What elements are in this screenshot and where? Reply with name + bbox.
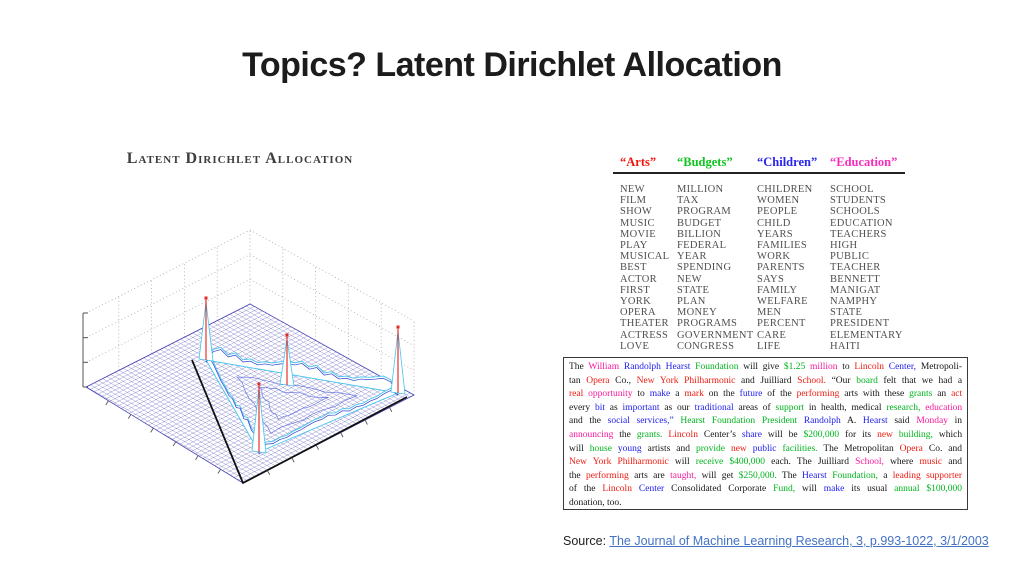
passage-word: Hearst <box>802 470 827 481</box>
topic-word: PERCENT <box>757 318 806 330</box>
topic-header: “Budgets” <box>677 155 733 169</box>
passage-word: which <box>938 429 962 440</box>
topic-word: PEOPLE <box>757 206 798 218</box>
page-title: Topics? Latent Dirichlet Allocation <box>242 46 782 84</box>
topic-word: THEATER <box>620 318 669 330</box>
topic-word: FILM <box>620 195 647 207</box>
topic-word: STUDENTS <box>830 195 887 207</box>
topic-word: NEW <box>677 273 702 285</box>
passage-word: The Metropolitan <box>823 443 894 454</box>
topic-word: FIRST <box>620 284 651 296</box>
topic-word: PROGRAMS <box>677 318 738 330</box>
topic-word: GOVERNMENT <box>677 329 754 341</box>
topic-header: “Children” <box>757 155 818 169</box>
passage-word: real <box>569 389 584 400</box>
passage-line <box>569 456 962 470</box>
topic-word: EDUCATION <box>830 217 893 229</box>
passage-word: $100,000 <box>926 484 962 495</box>
passage-box <box>563 357 968 510</box>
topic-word: YEARS <box>757 228 793 240</box>
passage-word: will <box>569 443 584 454</box>
passage-word: Randolph <box>803 416 841 427</box>
passage-word: opportunity <box>588 389 633 400</box>
passage-word: Opera <box>586 375 610 386</box>
topic-word: SAYS <box>757 273 785 285</box>
passage-word: in <box>954 416 962 427</box>
topic-word: MILLION <box>677 184 724 195</box>
passage-word: will get <box>701 470 734 481</box>
passage-word: Foundation <box>695 362 739 372</box>
passage-word: A. <box>846 416 857 427</box>
passage-word: its usual <box>851 484 888 495</box>
passage-word: leading <box>892 470 921 481</box>
passage-word: of the <box>569 484 596 495</box>
passage-word: an <box>937 389 947 400</box>
passage-word: traditional <box>694 402 734 413</box>
passage-word: performing <box>585 470 629 481</box>
passage-word: will <box>802 484 817 495</box>
passage-word: Philharmonic <box>617 457 669 468</box>
passage-word: Lincoln <box>668 429 698 440</box>
topic-word: WORK <box>757 251 791 263</box>
passage-word: house <box>589 443 612 454</box>
passage-word: grants. <box>636 429 663 440</box>
passage-word: to <box>637 389 645 400</box>
passage-word: of the <box>767 389 792 400</box>
topic-word: MUSIC <box>620 217 655 229</box>
topic-word: ELEMENTARY <box>830 329 903 341</box>
passage-word: Center, <box>888 362 917 372</box>
passage-word: will be <box>767 429 798 440</box>
passage-line <box>569 429 962 443</box>
topic-column <box>677 155 757 352</box>
topic-word: ACTOR <box>620 273 657 285</box>
topic-word: BUDGET <box>677 217 722 229</box>
passage-word: Co., <box>615 375 631 386</box>
passage-word: receive <box>695 457 724 468</box>
passage-word: announcing <box>569 429 614 440</box>
topic-word: WOMEN <box>757 195 800 207</box>
topic-word: BEST <box>620 262 647 274</box>
passage-word: bit <box>594 402 605 413</box>
topic-word: YEAR <box>677 251 707 263</box>
passage-word: arts with these <box>844 389 905 400</box>
passage-line <box>569 483 962 497</box>
mesh-plane <box>86 304 414 483</box>
passage-word: where <box>890 457 914 468</box>
passage-line <box>569 415 962 429</box>
topic-word: YORK <box>620 296 651 308</box>
passage-word: $400,000 <box>729 457 765 468</box>
passage-word: York <box>592 457 612 468</box>
passage-word: on the <box>708 389 735 400</box>
passage-word: social <box>607 416 630 427</box>
passage-word: Opera <box>899 443 923 454</box>
topic-column <box>757 155 830 352</box>
topic-word: PRESIDENT <box>830 318 890 330</box>
passage-word: annual <box>894 484 920 495</box>
topic-word: LIFE <box>757 340 781 352</box>
passage-line <box>569 443 962 457</box>
topic-word: MANIGAT <box>830 284 881 296</box>
passage-word: will <box>674 457 690 468</box>
topic-word: NAMPHY <box>830 296 878 308</box>
source-label: Source: <box>563 534 607 548</box>
topic-word: HIGH <box>830 240 858 252</box>
topic-word: SHOW <box>620 206 653 218</box>
passage-word: education <box>925 402 962 413</box>
topic-header: “Education” <box>830 155 898 169</box>
passage-word: York <box>659 375 679 386</box>
passage-word: million <box>810 362 838 372</box>
passage-word: William <box>588 362 620 372</box>
passage-word: every <box>569 402 591 413</box>
passage-word: a <box>883 470 888 481</box>
passage-word: Hearst <box>862 416 888 427</box>
passage-word: Metropoli- <box>920 362 962 372</box>
passage-word: The <box>781 470 797 481</box>
passage-word: provide <box>695 443 725 454</box>
passage-word: the <box>569 470 581 481</box>
passage-word: said <box>894 416 910 427</box>
z-axis <box>83 313 88 387</box>
passage-word: mark <box>684 389 704 400</box>
passage-word: in health, medical <box>808 402 882 413</box>
passage-word: future <box>739 389 763 400</box>
passage-word: new <box>877 429 893 440</box>
passage-word: Center <box>638 484 665 495</box>
passage-word: taught, <box>670 470 697 481</box>
topic-word: MONEY <box>677 307 717 319</box>
topic-word: PARENTS <box>757 262 805 274</box>
source-line <box>563 534 989 548</box>
passage-word: and <box>948 457 962 468</box>
topic-word: TEACHER <box>830 262 881 274</box>
topic-word: PLAN <box>677 296 706 308</box>
passage-word: share <box>741 429 762 440</box>
topic-word: NEW <box>620 184 645 195</box>
passage-word: Consolidated Corporate <box>671 484 767 495</box>
passage-word: $1.25 <box>783 362 806 372</box>
topic-word: CONGRESS <box>677 340 735 352</box>
passage-word: and Juilliard <box>741 375 792 386</box>
passage-word: $200,000 <box>803 429 840 440</box>
passage-word: as <box>609 402 618 413</box>
passage-line <box>569 361 962 375</box>
passage-word: services,” <box>636 416 674 427</box>
topic-word: STATE <box>830 307 863 319</box>
passage-word: School. <box>797 375 826 386</box>
passage-word: Foundation <box>711 416 756 427</box>
passage-word: act <box>951 389 962 400</box>
passage-word: President <box>761 416 798 427</box>
passage-word: “Our <box>831 375 851 386</box>
passage-word: New <box>636 375 655 386</box>
passage-word: Monday <box>916 416 948 427</box>
passage-word: Randolph <box>623 362 661 372</box>
topic-word: CHILD <box>757 217 791 229</box>
passage-word: a <box>675 389 680 400</box>
passage-line <box>569 388 962 402</box>
passage-word: young <box>617 443 642 454</box>
topic-word: LOVE <box>620 340 650 352</box>
passage-word: School, <box>855 457 884 468</box>
passage-word: public <box>752 443 777 454</box>
topic-word: SCHOOL <box>830 184 874 195</box>
topic-column <box>830 155 920 352</box>
passage-word: important <box>622 402 660 413</box>
passage-word: artists and <box>647 443 690 454</box>
topic-word: PUBLIC <box>830 251 870 263</box>
topic-word: CHILDREN <box>757 184 813 195</box>
lda-3d-plot <box>55 195 505 535</box>
passage-word: areas of <box>738 402 771 413</box>
topic-word: MEN <box>757 307 782 319</box>
topic-word: SPENDING <box>677 262 732 274</box>
passage-word: music <box>919 457 943 468</box>
passage-word: new <box>730 443 747 454</box>
topic-word: BILLION <box>677 228 722 240</box>
passage-word: Hearst <box>665 362 691 372</box>
passage-word: to <box>842 362 850 372</box>
passage-word: building, <box>898 429 933 440</box>
passage-line <box>569 497 962 511</box>
passage-word: performing <box>796 389 840 400</box>
topic-word: FAMILIES <box>757 240 808 252</box>
passage-word: Center’s <box>703 429 736 440</box>
passage-word: Lincoln <box>854 362 884 372</box>
passage-line <box>569 470 962 484</box>
passage-word: Lincoln <box>602 484 632 495</box>
passage-word: for its <box>845 429 872 440</box>
passage-word: grants <box>909 389 933 400</box>
passage-word: the <box>619 429 631 440</box>
passage-word: Co. and <box>928 443 962 454</box>
passage-word: Foundation, <box>832 470 878 481</box>
source-link[interactable]: The Journal of Machine Learning Research, 3, p.993-1022, 3/1/2003 <box>609 534 989 548</box>
passage-word: The <box>569 362 584 372</box>
passage-word: donation, too. <box>569 497 622 508</box>
passage-word: will give <box>743 362 780 372</box>
topic-word: TEACHERS <box>830 228 887 240</box>
topic-column <box>620 155 677 352</box>
passage-word: Fund, <box>773 484 796 495</box>
topic-word: FEDERAL <box>677 240 727 252</box>
topic-word: SCHOOLS <box>830 206 880 218</box>
passage-word: arts are <box>634 470 665 481</box>
topic-word: PROGRAM <box>677 206 732 218</box>
topic-word: HAITI <box>830 340 861 352</box>
topic-word: OPERA <box>620 307 656 319</box>
passage-word: make <box>649 389 671 400</box>
topic-table <box>620 155 920 352</box>
passage-word: Philharmonic <box>684 375 736 386</box>
topic-word: WELFARE <box>757 296 808 308</box>
topic-word: PLAY <box>620 240 648 252</box>
topic-header: “Arts” <box>620 155 657 169</box>
passage-word: each. The Juilliard <box>771 457 849 468</box>
passage-word: New <box>569 457 587 468</box>
topic-word: TAX <box>677 195 699 207</box>
topic-table-rule <box>613 172 905 174</box>
topic-word: FAMILY <box>757 284 798 296</box>
passage-word: tan <box>569 375 581 386</box>
passage-word: research, <box>886 402 921 413</box>
passage-word: make <box>823 484 845 495</box>
passage-word: $250,000. <box>738 470 777 481</box>
topic-word: ACTRESS <box>620 329 669 341</box>
passage-word: support <box>775 402 805 413</box>
passage-word: and the <box>569 416 601 427</box>
topic-word: CARE <box>757 329 787 341</box>
passage-word: supporter <box>926 470 962 481</box>
passage-line <box>569 375 962 389</box>
passage-word: board <box>856 375 878 386</box>
topic-word: STATE <box>677 284 710 296</box>
lda-figure-title: Latent Dirichlet Allocation <box>126 150 354 167</box>
topic-word: MUSICAL <box>620 251 670 263</box>
passage-word: felt that we had a <box>883 375 962 386</box>
topic-word: BENNETT <box>830 273 880 285</box>
topic-word: MOVIE <box>620 228 656 240</box>
passage-line <box>569 402 962 416</box>
passage-word: Hearst <box>680 416 706 427</box>
passage-word: facilities. <box>782 443 818 454</box>
passage-word: as our <box>664 402 690 413</box>
